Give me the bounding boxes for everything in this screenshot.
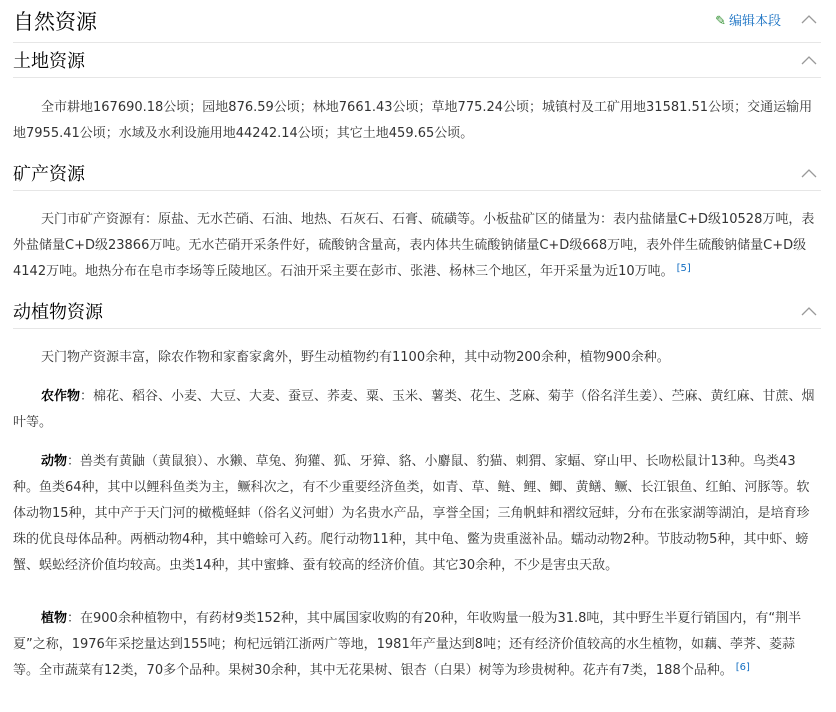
land-title: 土地资源 — [13, 51, 85, 72]
mineral-header — [13, 158, 821, 191]
section-header — [13, 4, 821, 43]
reference-link[interactable]: [6] — [735, 662, 750, 673]
collapse-icon[interactable] — [801, 306, 817, 316]
animals-paragraph — [13, 449, 819, 579]
crops-text: ：棉花、稻谷、小麦、大豆、大麦、蚕豆、荞麦、粟、玉米、薯类、花生、芝麻、菊芋（俗名洋生姜）、苎麻、黄红麻、甘蔗、烟叶等。 — [13, 389, 815, 430]
collapse-icon[interactable] — [801, 55, 817, 65]
bio-title: 动植物资源 — [13, 302, 103, 323]
plants-paragraph — [13, 606, 819, 684]
pencil-icon: ✎ — [715, 14, 726, 29]
plants-label: 植物 — [41, 611, 68, 626]
land-paragraph: 全市耕地167690.18公顷；园地876.59公顷；林地7661.43公顷；草地775.24公顷；城镇村及工矿用地31581.51公顷；交通运输用地7955.41公顷；水域及水利设施用地44242.14公顷；其它土地459.65公顷。 — [13, 100, 813, 141]
bio-header — [13, 296, 821, 329]
plants-text: ：在900余种植物中，有药材9类152种，其中属国家收购的有20种，年收购量一般为31.8吨，其中野生半夏行销国内，有“荆半夏”之称，1976年采挖量达到155吨；枸杞远销江浙两广等地，1981年产量达到8吨；还有经济价值较高的水生植物，如藕、荸荠、菱蒜等。全市蔬菜有12类，70多个品种。果树30余种，其中无花果树、银杏（白果）树等为珍贵树种。花卉有7类，188个品种。 — [13, 611, 802, 678]
edit-label: 编辑本段 — [728, 14, 781, 29]
mineral-paragraph — [13, 207, 819, 285]
collapse-icon[interactable] — [801, 14, 817, 24]
collapse-icon[interactable] — [801, 168, 817, 178]
animals-label: 动物 — [41, 454, 68, 469]
mineral-text: 天门市矿产资源有：原盐、无水芒硝、石油、地热、石灰石、石膏、硫磺等。小板盐矿区的储量为：表内盐储量C+D级10528万吨，表外盐储量C+D级23866万吨。无水芒硝开采条件好，硫酸钠含量高，表内体共生硫酸钠储量C+D级668万吨，表外伴生硫酸钠储量C+D级4142万吨。地热分布在皂市李场等丘陵地区。石油开采主要在彭市、张港、杨林三个地区，年开采量为近10万吨。 — [13, 212, 815, 279]
bio-intro-paragraph: 天门物产资源丰富，除农作物和家畜家禽外，野生动植物约有1100余种，其中动物200余种，植物900余种。 — [41, 350, 670, 365]
land-header — [13, 45, 821, 78]
edit-section-link[interactable] — [715, 10, 781, 29]
crops-paragraph — [13, 384, 819, 436]
crops-label: 农作物 — [41, 389, 81, 404]
section-title: 自然资源 — [13, 10, 97, 34]
animals-text: ：兽类有黄鼬（黄鼠狼）、水獭、草兔、狗獾、狐、牙獐、貉、小麝鼠、豹猫、刺猬、家蝠、穿山甲、长吻松鼠计13种。鸟类43种。鱼类64种，其中以鲤科鱼类为主，鳜科次之，有不少重要经济鱼类，如青、草、鲢、鲤、鲫、黄鳝、鳜、长江银鱼、红鲌、河豚等。软体动物15种，其中产于天门河的橄榄蛏蚌（俗名义河蚶）为名贵水产品，享誉全国；三角帆蚌和褶纹冠蚌，分布在张家湖等湖泊，是培育珍珠的优良母体品种。两栖动物4种，其中蟾蜍可入药。爬行动物11种，其中龟、鳖为贵重滋补品。蠕动动物2种。节肢动物5种，其中虾、螃蟹、蜈蚣经济价值均较高。虫类14种，其中蜜蜂、蚕有较高的经济价值。其它30余种，不少是害虫天敌。 — [13, 454, 810, 573]
mineral-title: 矿产资源 — [13, 164, 85, 185]
reference-link[interactable]: [5] — [676, 263, 691, 274]
